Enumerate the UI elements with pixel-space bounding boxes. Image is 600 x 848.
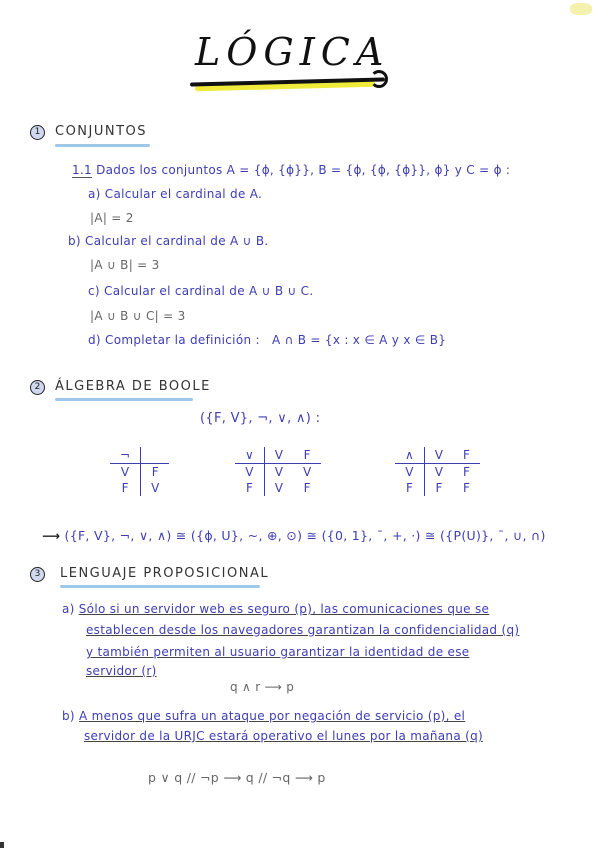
table-header: V xyxy=(424,447,453,464)
table-cell: V xyxy=(110,464,141,481)
exercise-statement xyxy=(72,163,510,177)
table-cell: F xyxy=(151,465,159,479)
table-cell: F xyxy=(303,481,311,495)
item-text: y también permiten al usuario garantizar la identidad de ese xyxy=(86,645,470,659)
table-cell: F xyxy=(395,480,424,496)
table-operator: ∨ xyxy=(235,447,264,464)
item-b-line-1 xyxy=(62,709,465,723)
isomorphism-text: ({F, V}, ¬, ∨, ∧) ≅ ({ϕ, U}, ~, ⊕, ⊙) ≅ ({0, 1}, ¯, +, ·) ≅ ({P(U)}, ¯, ∪, ∩) xyxy=(64,528,546,543)
section-title-algebra-de-boole: ÁLGEBRA DE BOOLE xyxy=(55,379,211,394)
item-label: b) xyxy=(62,709,75,723)
table-cell: F xyxy=(235,480,264,496)
table-operator: ∧ xyxy=(395,447,424,464)
section-number-2: 2 xyxy=(30,380,45,395)
title-curl-ornament xyxy=(370,70,388,88)
item-text: A menos que sufra un ataque por negación de servicio (p), el xyxy=(79,709,466,723)
section-title-lenguaje-proposicional: LENGUAJE PROPOSICIONAL xyxy=(60,566,270,581)
truth-table-not xyxy=(110,447,169,496)
table-cell: V xyxy=(274,481,284,495)
item-label: b) xyxy=(68,234,81,248)
item-text: Sólo si un servidor web es seguro (p), las comunicaciones que se xyxy=(78,602,490,616)
item-a-line-4 xyxy=(86,664,157,678)
page-title: LÓGICA xyxy=(195,30,390,74)
item-b xyxy=(68,234,268,248)
item-question: Calcular el cardinal de A ∪ B. xyxy=(85,234,269,248)
table-cell: F xyxy=(463,465,470,479)
table-cell: V xyxy=(235,464,264,481)
truth-table-and xyxy=(395,447,480,496)
item-label: c) xyxy=(88,284,100,298)
item-label: d) xyxy=(88,333,101,347)
section-underline xyxy=(55,398,193,401)
boolean-structure: ({F, V}, ¬, ∨, ∧) : xyxy=(200,411,321,426)
table-cell: V xyxy=(274,465,284,479)
item-question: Completar la definición : xyxy=(105,333,260,347)
section-number-1: 1 xyxy=(30,125,45,140)
table-header: F xyxy=(453,447,480,464)
item-question: Calcular el cardinal de A ∪ B ∪ C. xyxy=(104,284,314,298)
item-d xyxy=(88,333,446,347)
formula-a: q ∧ r ⟶ p xyxy=(230,680,295,694)
table-cell: V xyxy=(151,481,160,495)
item-label: a) xyxy=(62,602,75,616)
item-text: servidor (r) xyxy=(86,664,157,678)
table-header: V xyxy=(264,447,293,464)
table-cell: V xyxy=(395,464,424,481)
section-title-conjuntos: CONJUNTOS xyxy=(55,124,148,139)
item-c xyxy=(88,284,313,298)
arrow-right-icon: ⟶ xyxy=(42,528,61,543)
formula-b: p ∨ q // ¬p ⟶ q // ¬q ⟶ p xyxy=(148,770,326,785)
table-operator: ¬ xyxy=(110,447,141,464)
section-underline xyxy=(60,585,260,588)
answer-b: |A ∪ B| = 3 xyxy=(90,258,160,272)
section-number-3: 3 xyxy=(30,567,45,582)
table-header: F xyxy=(293,447,321,464)
item-question: Calcular el cardinal de A. xyxy=(104,187,263,201)
section-underline xyxy=(55,144,150,147)
item-text: servidor de la URJC estará operativo el lunes por la mañana (q) xyxy=(84,729,483,743)
item-a-line-3 xyxy=(86,645,469,659)
answer-a: |A| = 2 xyxy=(90,211,134,225)
item-a xyxy=(88,187,262,201)
table-cell: F xyxy=(463,481,470,495)
item-answer: A ∩ B = {x : x ∈ A y x ∈ B} xyxy=(271,333,447,347)
table-cell: F xyxy=(110,480,141,496)
item-a-line-1 xyxy=(62,602,489,616)
item-a-line-2 xyxy=(86,623,519,637)
truth-table-or xyxy=(235,447,321,496)
exercise-label: 1.1 xyxy=(72,163,92,177)
table-cell: V xyxy=(303,465,312,479)
item-b-line-2 xyxy=(84,729,483,743)
isomorphism-line xyxy=(42,528,546,543)
exercise-text: Dados los conjuntos A = {ϕ, {ϕ}}, B = {ϕ, {ϕ, {ϕ}}, ϕ} y C = ϕ : xyxy=(96,163,511,177)
item-text: establecen desde los navegadores garantizan la confidencialidad (q) xyxy=(86,623,520,637)
answer-c: |A ∪ B ∪ C| = 3 xyxy=(90,309,186,323)
table-cell: V xyxy=(434,465,444,479)
table-cell: F xyxy=(435,481,443,495)
item-label: a) xyxy=(88,187,101,201)
highlighter-mark xyxy=(570,3,592,15)
scan-edge-mark xyxy=(0,842,4,848)
table-header xyxy=(141,447,170,464)
